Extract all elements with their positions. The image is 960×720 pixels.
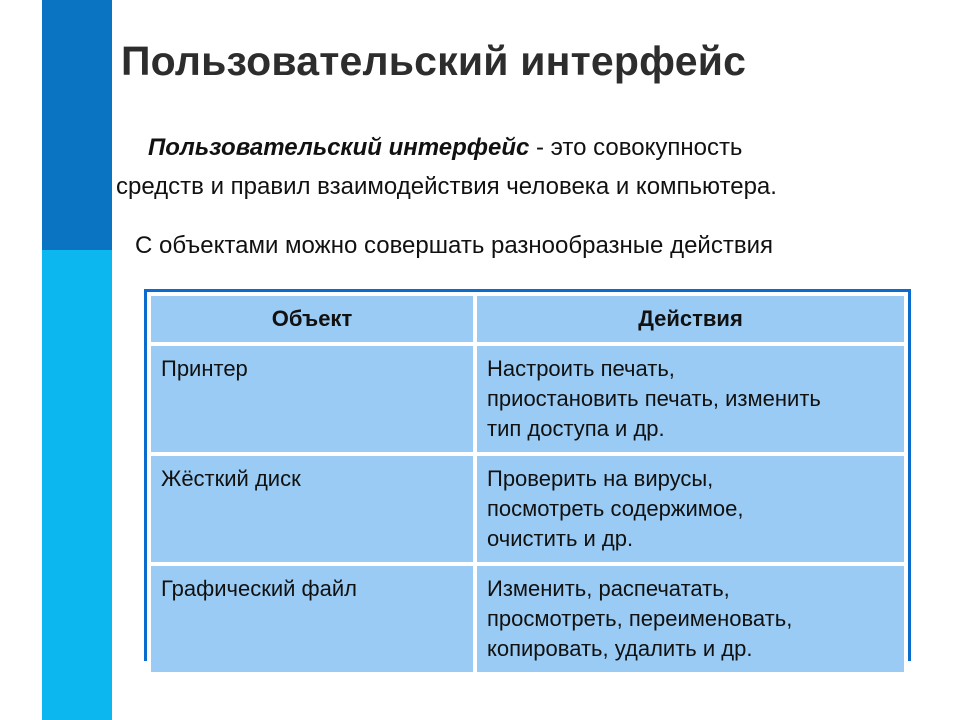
table-row xyxy=(151,566,904,672)
action-line: копировать, удалить и др. xyxy=(487,636,753,661)
definition-line-1 xyxy=(116,128,936,167)
header-object: Объект xyxy=(151,296,473,342)
table-header-row xyxy=(151,296,904,342)
action-line: Изменить, распечатать, xyxy=(487,576,730,601)
subtitle: С объектами можно совершать разнообразные действия xyxy=(135,232,773,259)
action-line: посмотреть содержимое, xyxy=(487,496,744,521)
cell-actions xyxy=(477,456,904,562)
accent-bar-top xyxy=(42,0,112,250)
definition-paragraph xyxy=(116,128,936,206)
definition-line-2: средств и правил взаимодействия человека и компьютера. xyxy=(116,173,777,200)
cell-object: Графический файл xyxy=(151,566,473,672)
action-line: тип доступа и др. xyxy=(487,416,665,441)
action-line: приостановить печать, изменить xyxy=(487,386,821,411)
cell-actions xyxy=(477,346,904,452)
slide-title: Пользовательский интерфейс xyxy=(121,38,747,84)
action-line: очистить и др. xyxy=(487,526,634,551)
definition-rest: - это совокупность xyxy=(529,134,743,161)
cell-actions xyxy=(477,566,904,672)
table-row xyxy=(151,456,904,562)
cell-object: Принтер xyxy=(151,346,473,452)
action-line: просмотреть, переименовать, xyxy=(487,606,793,631)
accent-bar-bottom xyxy=(42,250,112,720)
action-line: Проверить на вирусы, xyxy=(487,466,714,491)
cell-object: Жёсткий диск xyxy=(151,456,473,562)
header-actions: Действия xyxy=(477,296,904,342)
definition-term: Пользовательский интерфейс xyxy=(148,134,530,161)
objects-actions-table-frame xyxy=(144,289,911,661)
table-row xyxy=(151,346,904,452)
objects-actions-table xyxy=(147,292,908,676)
action-line: Настроить печать, xyxy=(487,356,675,381)
